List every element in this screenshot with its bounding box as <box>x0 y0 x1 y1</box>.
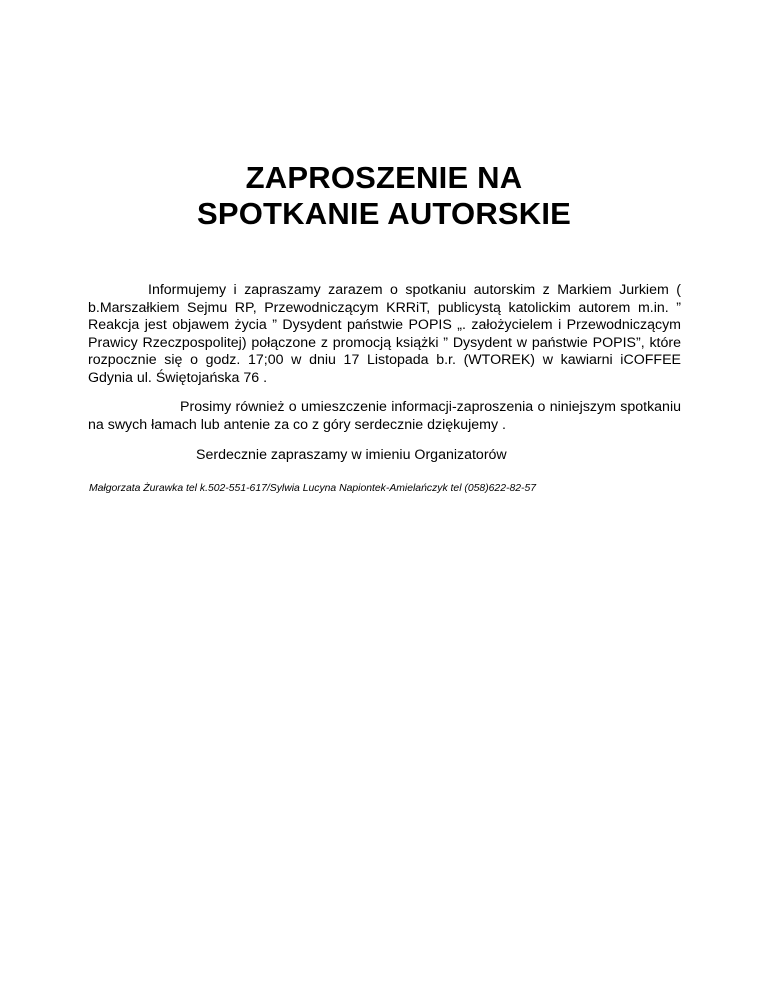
closing-line: Serdecznie zapraszamy w imieniu Organizatorów <box>196 447 507 463</box>
request-paragraph-text: Prosimy również o umieszczenie informacji-zaproszenia o niniejszym spotkaniu na swych łamach lub antenie za co z góry serdecznie dziękujemy . <box>88 399 681 433</box>
request-paragraph <box>88 399 681 434</box>
title-line-1: ZAPROSZENIE NA <box>245 160 523 195</box>
invitation-title <box>100 160 668 232</box>
title-line-2: SPOTKANIE AUTORSKIE <box>196 196 572 231</box>
organizer-contacts: Małgorzata Żurawka tel k.502-551-617/Sylwia Lucyna Napiontek-Amielańczyk tel (058)622-82-57 <box>89 483 537 494</box>
invitation-paragraph <box>88 282 681 388</box>
invitation-paragraph-text: Informujemy i zapraszamy zarazem o spotkaniu autorskim z Markiem Jurkiem ( b.Marszałkiem Sejmu RP, Przewodniczącym KRRiT, publicystą katolickim autorem m.in. ” Reakcja jest objawem życia ” Dysydent państwie POPIS „. założycielem i Przewodniczącym Prawicy Rzeczpospolitej) połączone z promocją książki ” Dysydent w państwie POPIS”, które rozpocznie się o godz. 17;00 w dniu 17 Listopada b.r. (WTOREK) w kawiarni iCOFFEE Gdynia ul. Świętojańska 76 . <box>88 282 681 386</box>
